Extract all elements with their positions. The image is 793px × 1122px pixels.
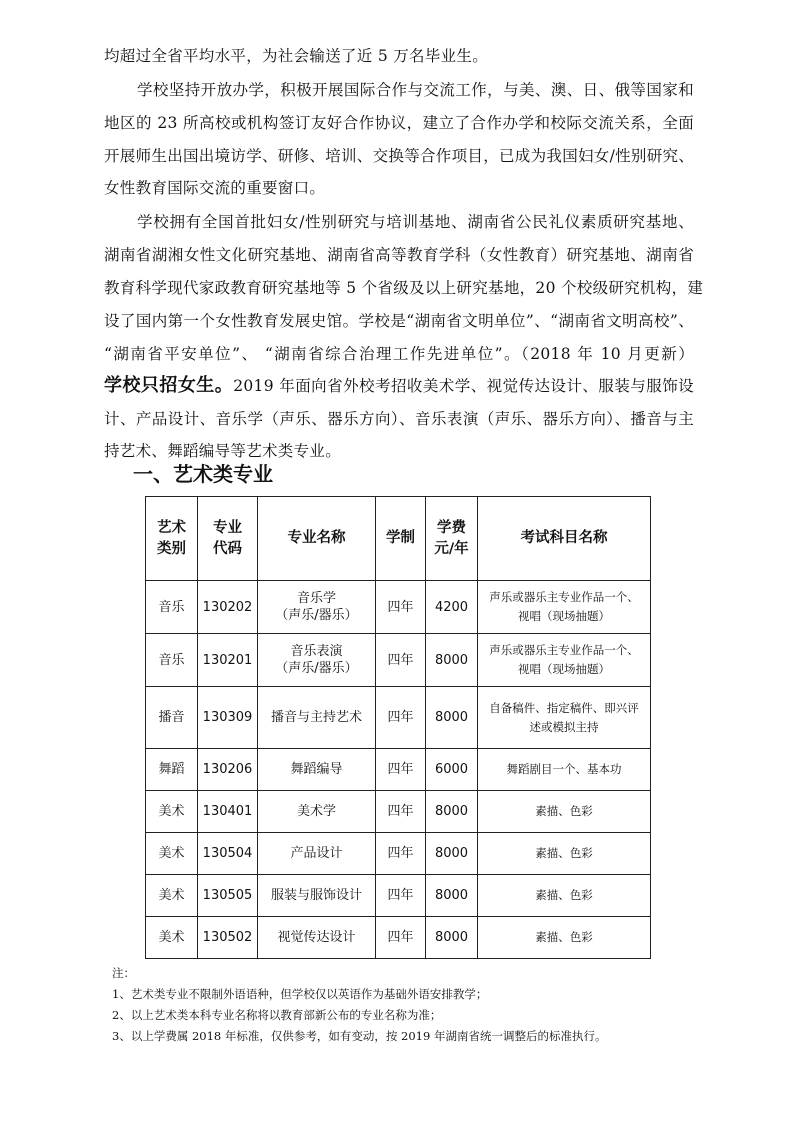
cell-major-name: 舞蹈编导 xyxy=(258,749,376,791)
cell-major-name: 美术学 xyxy=(258,791,376,833)
cell-exam-subjects: 素描、色彩 xyxy=(478,875,651,917)
cell-duration: 四年 xyxy=(376,791,426,833)
cell-code: 130505 xyxy=(198,875,258,917)
paragraph-line: 学校拥有全国首批妇女/性别研究与培训基地、湖南省公民礼仪素质研究基地、 xyxy=(137,213,694,231)
cell-code: 130502 xyxy=(198,917,258,959)
notes-heading: 注： xyxy=(112,966,135,980)
table-row xyxy=(146,749,651,791)
table-row xyxy=(146,833,651,875)
cell-category: 播音 xyxy=(146,687,198,749)
cell-exam-subjects: 素描、色彩 xyxy=(478,833,651,875)
table-row xyxy=(146,917,651,959)
table-row xyxy=(146,791,651,833)
note-item: 3、以上学费属 2018 年标准，仅供参考，如有变动，按 2019 年湖南省统一调整后的标准执行。 xyxy=(112,1029,607,1043)
paragraph-line: “湖南省平安单位”、 “湖南省综合治理工作先进单位”。（2018 年 10 月更新） xyxy=(104,345,694,363)
cell-fee: 8000 xyxy=(426,687,478,749)
table-row xyxy=(146,581,651,634)
cell-exam-subjects: 素描、色彩 xyxy=(478,917,651,959)
cell-code: 130504 xyxy=(198,833,258,875)
cell-duration: 四年 xyxy=(376,634,426,687)
paragraph-line: 均超过全省平均水平，为社会输送了近 5 万名毕业生。 xyxy=(104,47,489,65)
cell-category: 美术 xyxy=(146,791,198,833)
cell-exam-subjects: 素描、色彩 xyxy=(478,791,651,833)
paragraph-text: 2019 年面向省外校考招收美术学、视觉传达设计、服装与服饰设 xyxy=(233,377,694,395)
cell-fee: 8000 xyxy=(426,875,478,917)
cell-duration: 四年 xyxy=(376,581,426,634)
cell-exam-subjects: 声乐或器乐主专业作品一个、 视唱（现场抽题） xyxy=(478,634,651,687)
cell-major-name: 音乐学 （声乐/器乐） xyxy=(258,581,376,634)
cell-category: 舞蹈 xyxy=(146,749,198,791)
cell-fee: 8000 xyxy=(426,634,478,687)
art-majors-table xyxy=(145,496,651,959)
cell-code: 130201 xyxy=(198,634,258,687)
cell-major-name: 播音与主持艺术 xyxy=(258,687,376,749)
cell-fee: 4200 xyxy=(426,581,478,634)
cell-duration: 四年 xyxy=(376,875,426,917)
header-category: 艺术 类别 xyxy=(146,497,198,581)
cell-code: 130202 xyxy=(198,581,258,634)
header-major-name: 专业名称 xyxy=(258,497,376,581)
paragraph-line: 教育科学现代家政教育研究基地等 5 个省级及以上研究基地，20 个校级研究机构，建 xyxy=(104,279,704,297)
cell-code: 130206 xyxy=(198,749,258,791)
paragraph-line: 计、产品设计、音乐学（声乐、器乐方向）、音乐表演（声乐、器乐方向）、播音与主 xyxy=(104,410,694,428)
cell-fee: 8000 xyxy=(426,791,478,833)
paragraph-line: 地区的 23 所高校或机构签订友好合作协议，建立了合作办学和校际交流关系，全面 xyxy=(104,114,694,132)
note-item: 1、艺术类专业不限制外语语种，但学校仅以英语作为基础外语安排教学； xyxy=(112,987,488,1001)
cell-major-name: 视觉传达设计 xyxy=(258,917,376,959)
table-row xyxy=(146,634,651,687)
cell-category: 音乐 xyxy=(146,581,198,634)
paragraph-line: 学校坚持开放办学，积极开展国际合作与交流工作，与美、澳、日、俄等国家和 xyxy=(137,81,694,99)
cell-code: 130401 xyxy=(198,791,258,833)
cell-fee: 8000 xyxy=(426,917,478,959)
cell-duration: 四年 xyxy=(376,917,426,959)
notes xyxy=(112,963,712,1047)
header-exam-subjects: 考试科目名称 xyxy=(478,497,651,581)
section-title: 一、艺术类专业 xyxy=(133,462,273,486)
paragraph-line: 持艺术、舞蹈编导等艺术类专业。 xyxy=(104,442,342,460)
cell-duration: 四年 xyxy=(376,749,426,791)
cell-category: 美术 xyxy=(146,917,198,959)
cell-category: 音乐 xyxy=(146,634,198,687)
header-fee: 学费 元/年 xyxy=(426,497,478,581)
cell-major-name: 服装与服饰设计 xyxy=(258,875,376,917)
table-header-row xyxy=(146,497,651,581)
cell-exam-subjects: 舞蹈剧目一个、基本功 xyxy=(478,749,651,791)
cell-duration: 四年 xyxy=(376,833,426,875)
cell-major-name: 音乐表演 （声乐/器乐） xyxy=(258,634,376,687)
note-item: 2、以上艺术类本科专业名称将以教育部新公布的专业名称为准； xyxy=(112,1008,442,1022)
cell-category: 美术 xyxy=(146,833,198,875)
paragraph-line: 设了国内第一个女性教育发展史馆。学校是“湖南省文明单位”、“湖南省文明高校”、 xyxy=(104,312,694,330)
paragraph-line xyxy=(104,376,694,396)
cell-exam-subjects: 声乐或器乐主专业作品一个、 视唱（现场抽题） xyxy=(478,581,651,634)
paragraph-line: 开展师生出国出境访学、研修、培训、交换等合作项目，已成为我国妇女/性别研究、 xyxy=(104,147,695,165)
paragraph-line: 湖南省湖湘女性文化研究基地、湖南省高等教育学科（女性教育）研究基地、湖南省 xyxy=(104,246,694,264)
header-code: 专业 代码 xyxy=(198,497,258,581)
table-body xyxy=(146,581,651,959)
cell-major-name: 产品设计 xyxy=(258,833,376,875)
cell-duration: 四年 xyxy=(376,687,426,749)
cell-category: 美术 xyxy=(146,875,198,917)
cell-fee: 8000 xyxy=(426,833,478,875)
table-row xyxy=(146,875,651,917)
cell-code: 130309 xyxy=(198,687,258,749)
cell-exam-subjects: 自备稿件、指定稿件、即兴评 述或模拟主持 xyxy=(478,687,651,749)
cell-fee: 6000 xyxy=(426,749,478,791)
paragraph-line: 女性教育国际交流的重要窗口。 xyxy=(104,179,326,197)
table-row xyxy=(146,687,651,749)
women-only-lead: 学校只招女生。 xyxy=(104,375,234,396)
header-duration: 学制 xyxy=(376,497,426,581)
